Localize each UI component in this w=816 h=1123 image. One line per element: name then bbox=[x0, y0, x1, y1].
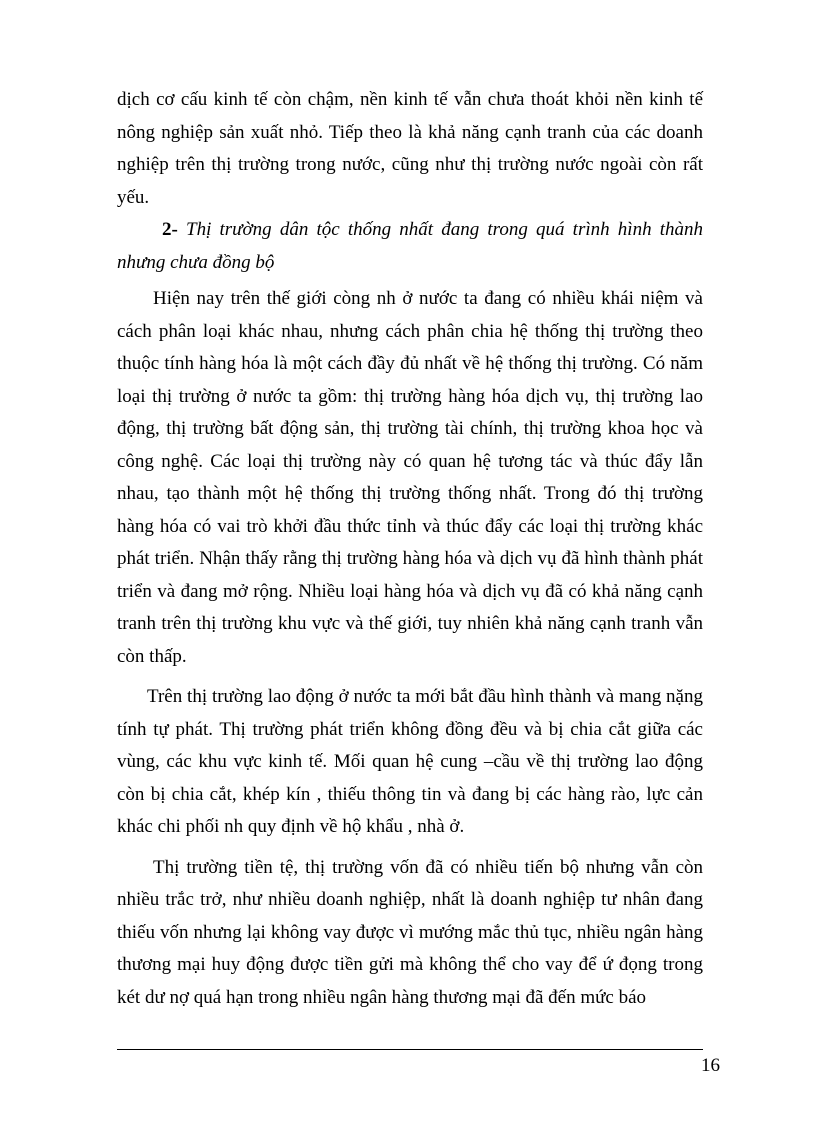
paragraph-market-types: Hiện nay trên thế giới còng nh ở nước ta đang có nhiều khái niệm và cách phân loại khác nhau, nhưng cách phân chia hệ thống thị trường theo thuộc tính hàng hóa là một cách đầy đủ nhất về hệ thống thị trường. Có năm loại thị trường ở nước ta gồm: thị trường hàng hóa dịch vụ, thị trường lao động, thị trường bất động sản, thị trường tài chính, thị trường khoa học và công nghệ. Các loại thị trường này có quan hệ tương tác và thúc đẩy lẫn nhau, tạo thành một hệ thống thị trường thống nhất. Trong đó thị trường hàng hóa có vai trò khởi đầu thức tỉnh và thúc đẩy các loại thị trường khác phát triển. Nhận thấy rằng thị trường hàng hóa và dịch vụ đã hình thành phát triển và đang mở rộng. Nhiều loại hàng hóa và dịch vụ đã có khả năng cạnh tranh trên thị trường khu vực và thế giới, tuy nhiên khả năng cạnh tranh vẫn còn thấp. bbox=[117, 288, 703, 667]
page-number: 16 bbox=[701, 1055, 720, 1076]
section-heading bbox=[117, 214, 703, 279]
section-title: Thị trường dân tộc thống nhất đang trong quá trình hình thành nhưng chưa đồng bộ bbox=[117, 219, 704, 273]
paragraph-continuation: dịch cơ cấu kinh tế còn chậm, nền kinh tế vẫn chưa thoát khỏi nền kinh tế nông nghiệp sản xuất nhỏ. Tiếp theo là khả năng cạnh tranh của các doanh nghiệp trên thị trường trong nước, cũng như thị trường nước ngoài còn rất yếu. bbox=[117, 89, 703, 208]
paragraph-money-market: Thị trường tiền tệ, thị trường vốn đã có nhiều tiến bộ nhưng vẫn còn nhiều trắc trở, như nhiều doanh nghiệp, nhất là doanh nghiệp tư nhân đang thiếu vốn nhưng lại không vay được vì mướng mắc thủ tục, nhiều ngân hàng thương mại huy động được tiền gửi mà không thể cho vay để ứ đọng trong két dư nợ quá hạn trong nhiều ngân hàng thương mại đã đến mức báo bbox=[117, 856, 703, 1008]
paragraph-labor-market: Trên thị trường lao động ở nước ta mới bắt đầu hình thành và mang nặng tính tự phát. Thị trường phát triển không đồng đều và bị chia cắt giữa các vùng, các khu vực kinh tế. Mối quan hệ cung –cầu về thị trường lao động còn bị chia cắt, khép kín , thiếu thông tin và đang bị các hàng rào, lực cản khác chi phối nh quy định về hộ khẩu , nhà ở. bbox=[117, 686, 703, 837]
section-number: 2- bbox=[162, 219, 178, 240]
footer-divider bbox=[117, 1049, 703, 1050]
body-text bbox=[117, 84, 703, 1014]
